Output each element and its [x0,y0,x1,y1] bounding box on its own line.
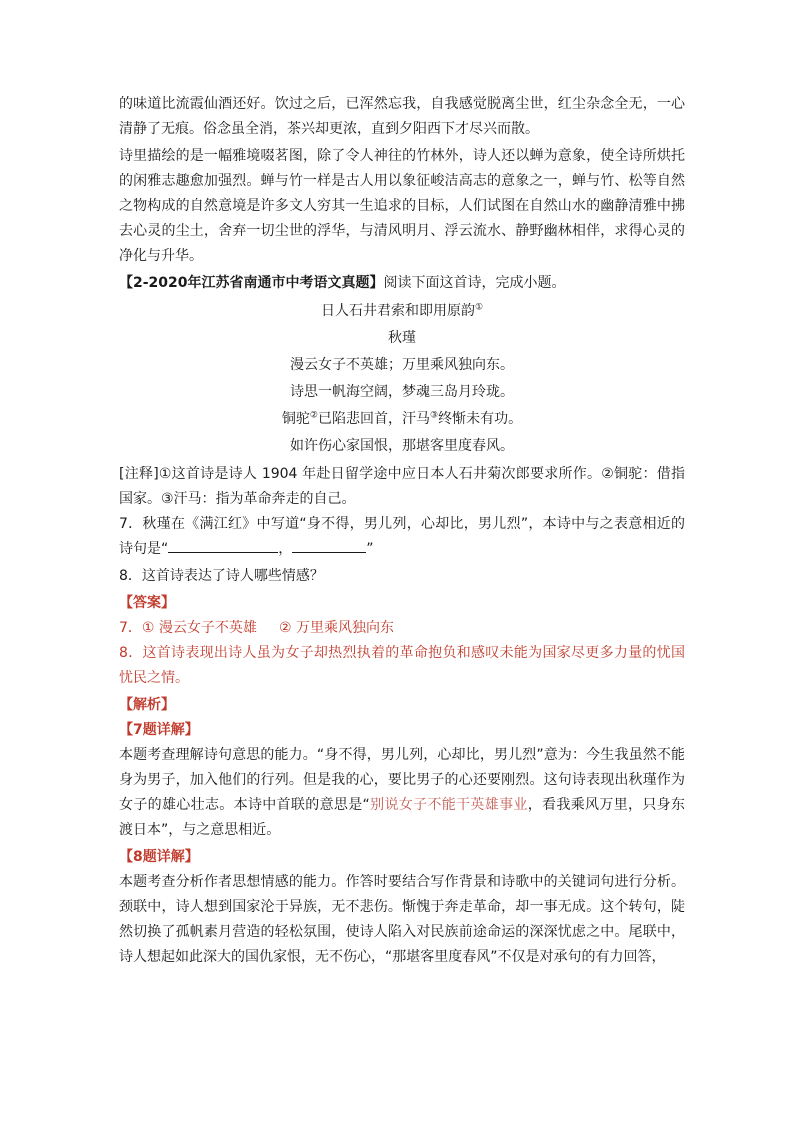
poem-title [119,298,685,325]
analysis-8-text: 本题考查分析作者思想情感的能力。作答时要结合写作背景和诗歌中的关键词句进行分析。颈联中，诗人想到国家沦于异族，无不悲伤。惭愧于奔走革命，却一事无成。这个转句，陡然切换了孤帆素月营造的轻松氛围，使诗人陷入对民族前途命运的深深忧虑之中。尾联中，诗人想起如此深大的国仇家恨，无不伤心，“那堪客里度春风”不仅是对承句的有力回答， [119,874,685,965]
question-7 [119,512,685,562]
answer-7-item-1: ① 漫云女子不英雄 [141,620,257,636]
answer-7-prefix: 7． [119,620,142,636]
poem-title-text: 日人石井君索和即用原韵 [320,303,475,319]
analysis-7-highlight: 别说女子不能干英雄事业 [369,797,528,813]
question-7-separator: ， [278,541,293,557]
question-8: 8．这首诗表达了诗人哪些情感？ [119,568,324,584]
analysis-7-text-b: ，看我乘风万里，只身东渡日本”，与之意思相近。 [119,797,685,838]
analysis-7-heading: 【7题详解】 [119,722,199,738]
answer-blank-2[interactable] [292,538,366,553]
poem-line-3-part-b: 已陷悲回首，汗马 [318,411,430,427]
poem-line-3 [119,406,685,433]
poem-line-1: 漫云女子不英雄；万里乘风独向东。 [290,357,514,373]
poem-author: 秋瑾 [388,330,416,346]
answer-8: 8．这首诗表现出诗人虽为女子却热烈执着的革命抱负和感叹未能为国家尽更多力量的忧国忧民之情。 [119,645,685,686]
question-7-text: 7．秋瑾在《满江红》中写道“身不得，男儿列，心却比，男儿烈”，本诗中与之表意相近的诗句是“ [119,516,685,557]
poem-line-3-part-a: 铜驼 [281,411,310,427]
question-7-end: ” [366,541,374,557]
analysis-8-heading: 【8题详解】 [119,849,199,865]
analysis-7-text [119,743,685,843]
poem-line-2: 诗思一帆海空阔，梦魂三岛月玲珑。 [290,384,514,400]
poem-note-marker-2: ② [309,410,318,421]
answer-7 [119,616,685,641]
answer-blank-1[interactable] [168,538,278,553]
question-source: 【2-2020年江苏省南通市中考语文真题】 [119,275,384,291]
question-instruction: 阅读下面这首诗，完成小题。 [383,275,566,291]
intro-paragraph-2: 诗里描绘的是一幅雅境啜茗图，除了令人神往的竹林外，诗人还以蝉为意象，使全诗所烘托的闲雅志趣愈加强烈。蝉与竹一样是古人用以象征峻洁高志的意象之一，蝉与竹、松等自然之物构成的自然意境是许多文人穷其一生追求的目标，人们试图在自然山水的幽静清雅中拂去心灵的尘土，舍弃一切尘世的浮华，与清风明月、浮云流水、静野幽林相伴，求得心灵的净化与升华。 [119,148,685,264]
answer-7-item-2: ② 万里乘风独向东 [278,620,394,636]
answer-heading: 【答案】 [119,595,175,611]
poem-note-marker-3: ③ [430,410,439,421]
poem-notes: [注释]①这首诗是诗人 1904 年赴日留学途中应日本人石井菊次郎要求所作。②铜驼：借指国家。③汗马：指为革命奔走的自己。 [119,466,685,507]
document-page [119,92,685,970]
poem-line-3-part-c: 终惭未有功。 [438,411,523,427]
question-header [119,271,685,296]
poem-block [119,298,685,460]
poem-line-4: 如许伤心家国恨，那堪客里度春风。 [290,438,514,454]
analysis-heading: 【解析】 [119,697,175,713]
poem-title-note: ① [474,302,484,313]
intro-paragraph-1: 的味道比流霞仙酒还好。饮过之后，已浑然忘我，自我感觉脱离尘世，红尘杂念全无，一心清静了无痕。俗念虽全消，茶兴却更浓，直到夕阳西下才尽兴而散。 [119,96,685,137]
analysis-7-text-a: 本题考查理解诗句意思的能力。“身不得，男儿列，心却比，男儿烈”意为：今生我虽然不能身为男子，加入他们的行列。但是我的心，要比男子的心还要刚烈。这句诗表现出秋瑾作为女子的雄心壮志。本诗中首联的意思是“ [119,747,685,813]
